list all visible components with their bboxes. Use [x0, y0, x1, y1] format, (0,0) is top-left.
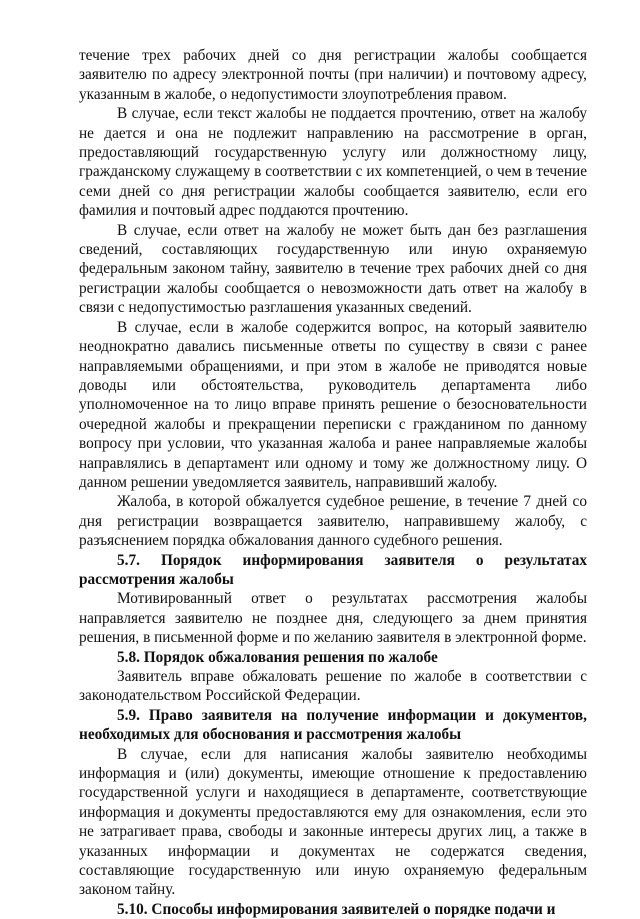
paragraph-motivated-answer: Мотивированный ответ о результатах рассмотрения жалобы направляется заявителю не позднее дня, следующего за днем принятия решения, в письменной форме и по желанию заявителя в электронной форме. [79, 590, 587, 647]
section-heading-5-8: 5.8. Порядок обжалования решения по жалобе [117, 648, 438, 666]
paragraph-documents-access: В случае, если для написания жалобы заявителю необходимы информация и (или) документы, имеющие отношение к предоставлению государственной услуги и находящиеся в департаменте, соответствующие информация и документы предоставляются ему для ознакомления, если это не затрагивает права, свободы и законные интересы других лиц, а также в указанных информации и документах не содержатся сведения, составляющие государственную или иную охраняемую федеральным законом тайну. [79, 745, 587, 899]
document-page [79, 46, 587, 919]
paragraph-repeated-complaint: В случае, если в жалобе содержится вопрос, на который заявителю неоднократно давались письменные ответы по существу в связи с ранее направляемыми обращениями, и при этом в жалобе не приводятся новые доводы или обстоятельства, руководитель департамента либо уполномоченное на то лицо вправе принять решение о безосновательности очередной жалобы и прекращении переписки с гражданином по данному вопросу при условии, что указанная жалоба и ранее направляемые жалобы направлялись в департамент или одному и тому же должностному лицу. О данном решении уведомляется заявитель, направивший жалобу. [79, 318, 587, 491]
paragraph-unreadable-complaint: В случае, если текст жалобы не поддается прочтению, ответ на жалобу не дается и она не подлежит направлению на рассмотрение в орган, предоставляющий государственную услугу или должностному лицу, гражданскому служащему в соответствии с их компетенцией, о чем в течение семи дней со дня регистрации жалобы сообщается заявителю, если его фамилия и почтовый адрес поддаются прочтению. [79, 105, 587, 220]
section-heading-5-10: 5.10. Способы информирования заявителей о порядке подачи и [117, 900, 556, 918]
paragraph-appeal-decision: Заявитель вправе обжаловать решение по жалобе в соответствии с законодательством Российской Федерации. [79, 668, 587, 705]
section-heading-5-9: 5.9. Право заявителя на получение информации и документов, необходимых для обоснования и рассмотрения жалобы [79, 706, 587, 744]
paragraph-secret-information: В случае, если ответ на жалобу не может быть дан без разглашения сведений, составляющих государственную или иную охраняемую федеральным законом тайну, заявителю в течение трех рабочих дней со дня регистрации жалобы сообщается о невозможности дать ответ на жалобу в связи с недопустимостью разглашения указанных сведений. [79, 221, 587, 317]
paragraph-complaint-abuse-end: течение трех рабочих дней со дня регистрации жалобы сообщается заявителю по адресу электронной почты (при наличии) и почтовому адресу, указанным в жалобе, о недопустимости злоупотребления правом. [79, 47, 587, 103]
paragraph-court-decision: Жалоба, в которой обжалуется судебное решение, в течение 7 дней со дня регистрации возвращается заявителю, направившему жалобу, с разъяснением порядка обжалования данного судебного решения. [79, 493, 587, 550]
section-heading-5-7: 5.7. Порядок информирования заявителя о результатах рассмотрения жалобы [79, 551, 587, 588]
